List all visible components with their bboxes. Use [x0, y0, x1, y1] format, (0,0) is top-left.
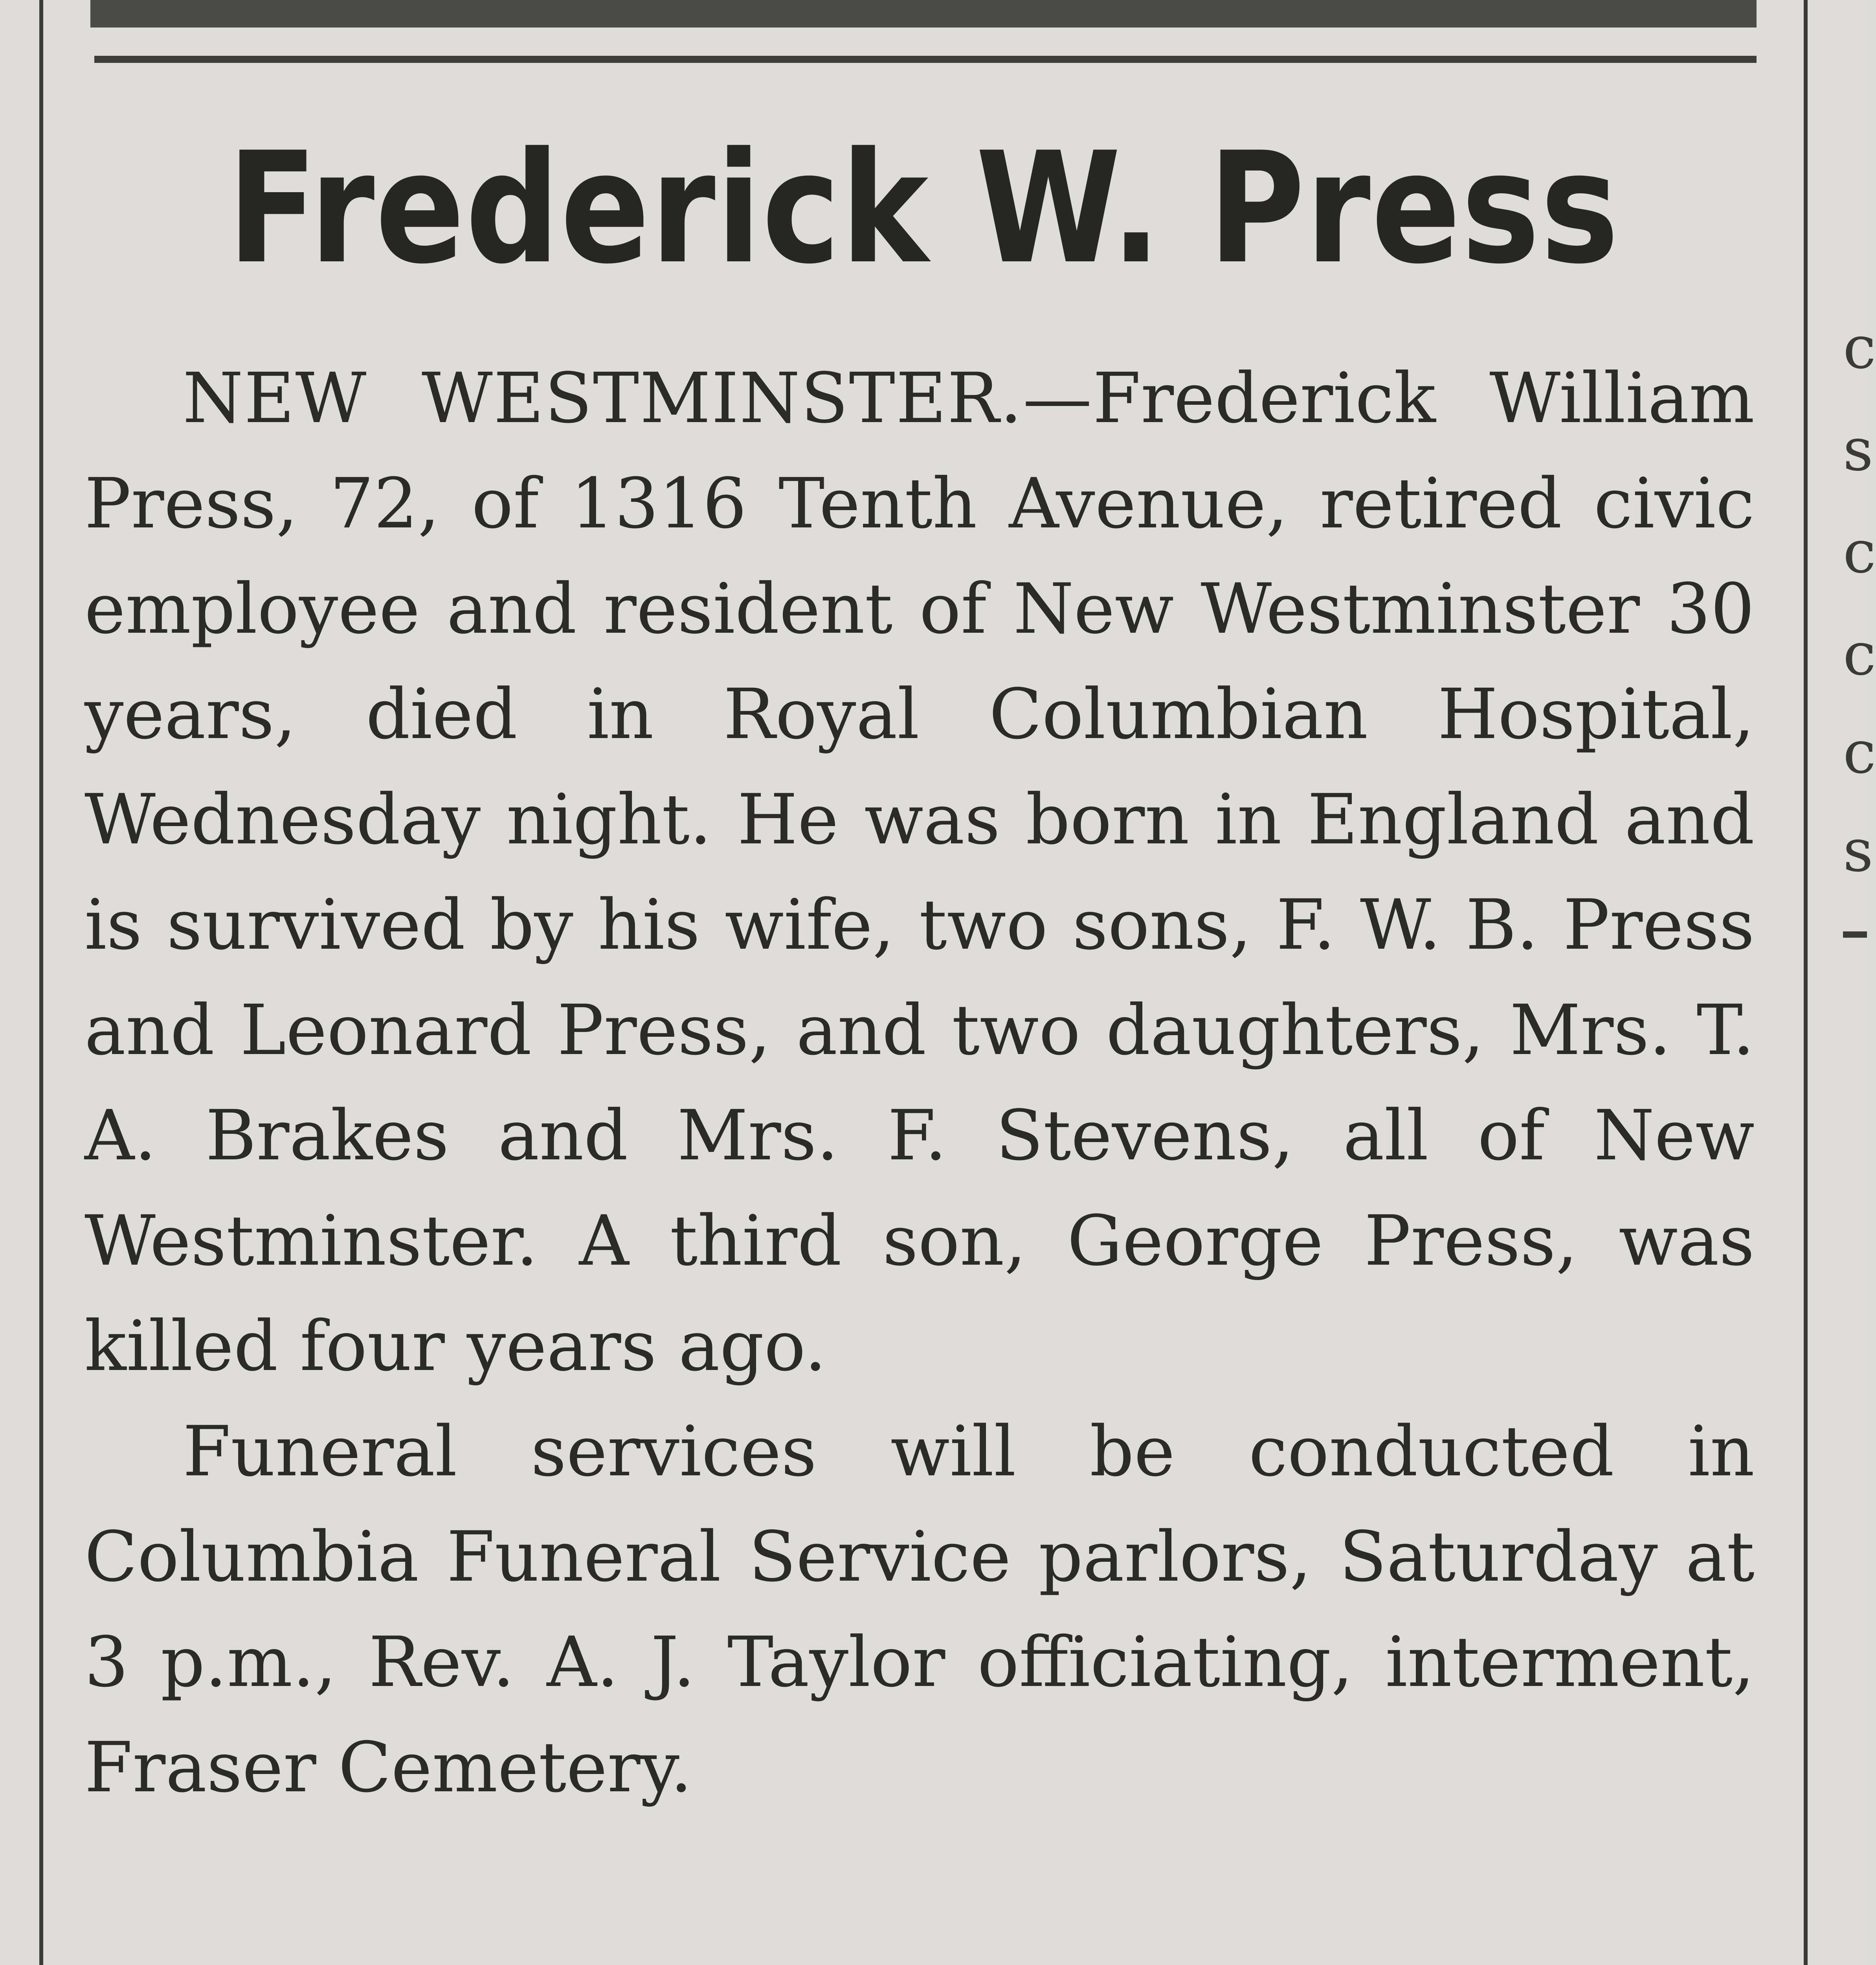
- obituary-body: [84, 346, 1755, 1820]
- adjacent-column-glyph: c: [1843, 518, 1876, 586]
- adjacent-column-glyph: s: [1843, 817, 1873, 885]
- paragraph-text: Frederick William Press, 72, of 1316 Tenth Avenue, retired civic employee and resident of New Westminster 30 years, died in Royal Columbian Hospital, Wednesday night. He was born in England and is survived by his wife, two sons, F. W. B. Press and Leonard Press, and two daughters, Mrs. T. A. Brakes and Mrs. F. Stevens, all of New Westminster. A third son, George Press, was killed four years ago.: [84, 358, 1755, 1387]
- dateline: NEW WESTMINSTER.—: [183, 358, 1093, 439]
- top-heavy-rule: [90, 0, 1757, 28]
- adjacent-column-glyph: c: [1843, 620, 1876, 689]
- paragraph-text: Funeral services will be conducted in Columbia Funeral Service parlors, Saturday at 3 p.m., Rev. A. J. Taylor officiating, interment, Fraser Cemetery.: [84, 1411, 1755, 1808]
- right-column-rule: [1804, 0, 1808, 1965]
- adjacent-column-dash: [1843, 931, 1867, 938]
- top-thin-rule: [94, 56, 1757, 63]
- article-paragraph-1: [84, 346, 1755, 1399]
- obituary-headline: Frederick W. Press: [227, 119, 1620, 298]
- adjacent-column-glyph: s: [1843, 416, 1873, 484]
- adjacent-column-glyph: c: [1843, 718, 1876, 787]
- adjacent-column-glyph: c: [1843, 314, 1876, 382]
- left-column-rule: [39, 0, 43, 1965]
- article-paragraph-2: [84, 1399, 1755, 1820]
